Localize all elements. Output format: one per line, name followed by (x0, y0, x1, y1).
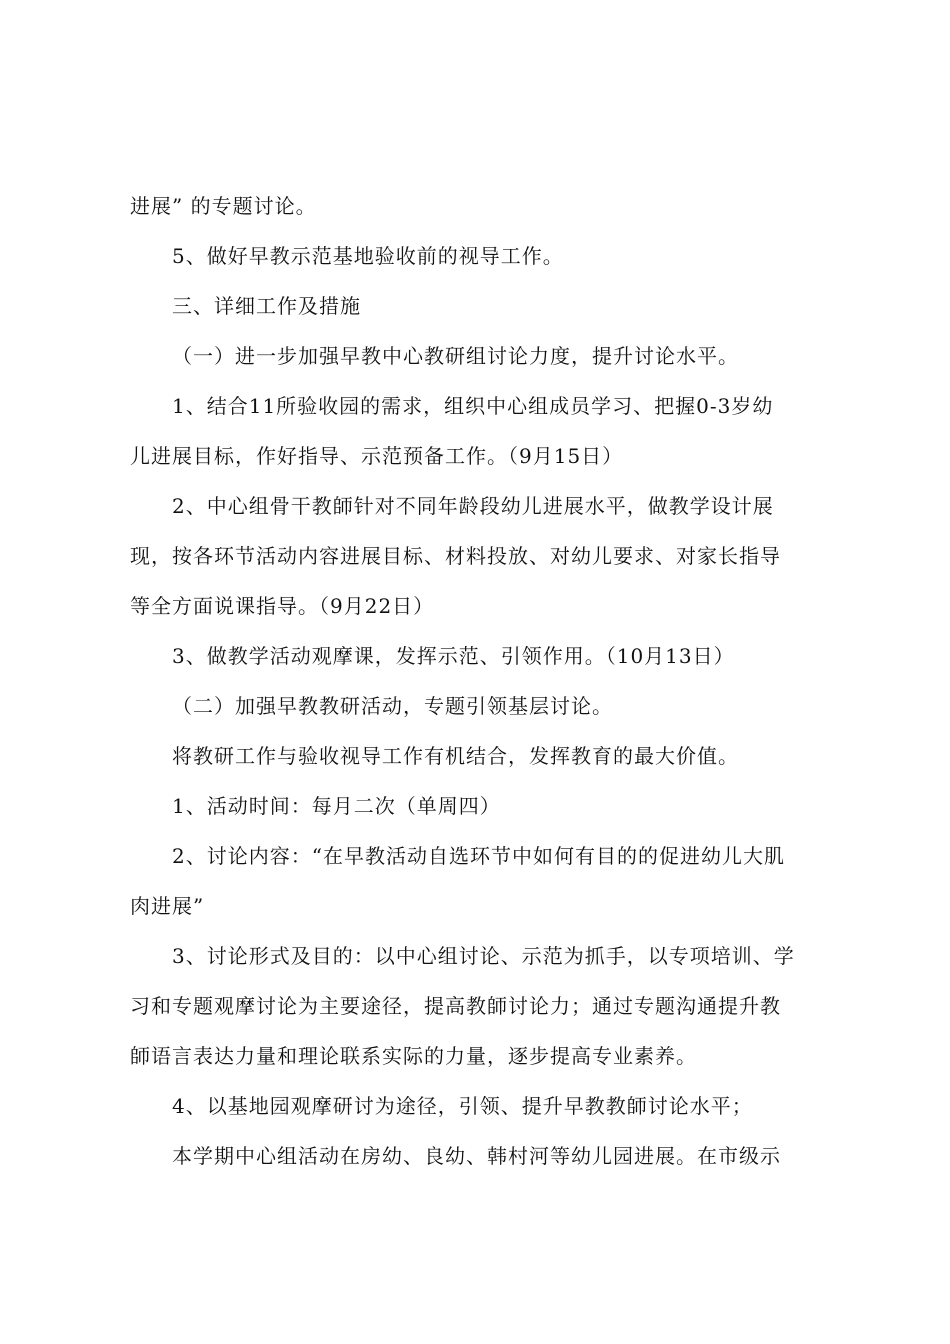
text-line-7: 2、中心组骨干教師针对不同年龄段幼儿进展水平，做教学设计展 (172, 494, 774, 518)
text-line-1: 进展” 的专题讨论。 (130, 194, 317, 218)
section-heading: 三、详细工作及措施 (172, 294, 361, 318)
text-line-15: 肉进展” (130, 894, 205, 918)
text-line-17: 习和专题观摩讨论为主要途径，提高教師讨论力；通过专题沟通提升教 (130, 994, 781, 1018)
text-line-20: 本学期中心组活动在房幼、良幼、韩村河等幼儿园进展。在市级示 (172, 1144, 781, 1168)
subsection-heading-2: （二）加强早教教研活动，专题引领基层讨论。 (172, 694, 613, 718)
text-line-16: 3、讨论形式及目的：以中心组讨论、示范为抓手，以专项培训、学 (172, 944, 795, 968)
text-line-2: 5、做好早教示范基地验收前的视导工作。 (172, 244, 564, 268)
text-line-6: 儿进展目标，作好指导、示范预备工作。（9月15日） (130, 444, 624, 468)
text-line-8: 现，按各环节活动内容进展目标、材料投放、对幼儿要求、对家长指导 (130, 544, 781, 568)
text-line-13: 1、活动时间：每月二次（单周四） (172, 794, 501, 818)
text-line-12: 将教研工作与验收视导工作有机结合，发挥教育的最大价值。 (172, 744, 739, 768)
text-line-5: 1、结合11所验收园的需求，组织中心组成员学习、把握0-3岁幼 (172, 394, 774, 418)
text-line-10: 3、做教学活动观摩课，发挥示范、引领作用。（10月13日） (172, 644, 735, 668)
subsection-heading-1: （一）进一步加强早教中心教研组讨论力度，提升讨论水平。 (172, 344, 739, 368)
text-line-18: 師语言表达力量和理论联系实际的力量，逐步提高专业素养。 (130, 1044, 697, 1068)
text-line-19: 4、以基地园观摩研讨为途径，引领、提升早教教師讨论水平； (172, 1094, 753, 1118)
text-line-14: 2、讨论内容：“在早教活动自选环节中如何有目的的促进幼儿大肌 (172, 844, 785, 868)
text-line-9: 等全方面说课指导。（9月22日） (130, 594, 435, 618)
